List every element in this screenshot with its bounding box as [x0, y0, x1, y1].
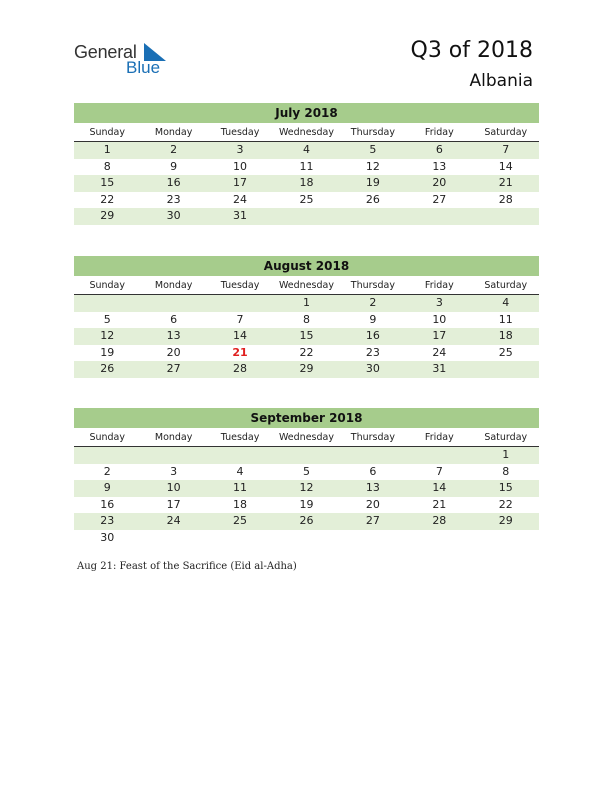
- weekday-label: Sunday: [89, 432, 125, 443]
- day-cell: 27: [365, 514, 380, 527]
- weekday-label: Friday: [424, 432, 454, 443]
- day-cell: 17: [233, 176, 248, 189]
- day-cell: 14: [498, 159, 513, 173]
- weekday-label: Monday: [154, 127, 193, 138]
- day-cell: [273, 530, 339, 547]
- day-cell: 13: [365, 481, 380, 494]
- day-cell: [207, 530, 273, 547]
- country-name: Albania: [469, 71, 533, 91]
- day-cell: [273, 447, 339, 464]
- weekday-label: Friday: [424, 127, 454, 138]
- day-cell: [74, 295, 140, 312]
- day-cell: 16: [100, 497, 115, 511]
- day-cell: 21: [432, 497, 447, 511]
- day-cell: 4: [502, 296, 510, 309]
- weekday-label: Monday: [154, 280, 193, 291]
- week-row: [74, 142, 539, 159]
- day-cell: 31: [432, 362, 447, 375]
- day-cell: 22: [498, 497, 513, 511]
- weekday-label: Friday: [424, 280, 454, 291]
- day-cell: 15: [299, 329, 314, 342]
- day-cell: 11: [299, 159, 314, 173]
- day-cell: 30: [166, 209, 181, 222]
- day-cell: 20: [432, 176, 447, 189]
- day-cell: 25: [299, 192, 314, 206]
- day-cell: 7: [236, 312, 244, 326]
- day-cell: 9: [103, 481, 111, 494]
- day-cell: 26: [365, 192, 380, 206]
- day-cell: 4: [236, 464, 244, 478]
- day-cell: 23: [100, 514, 115, 527]
- day-cell: 24: [166, 514, 181, 527]
- day-cell: 27: [166, 362, 181, 375]
- day-cell: 19: [299, 497, 314, 511]
- month-calendar: [74, 408, 539, 546]
- week-row: [74, 530, 539, 547]
- weekday-header-row: [74, 430, 539, 447]
- day-cell: 16: [166, 176, 181, 189]
- day-cell: 8: [502, 464, 510, 478]
- week-row: [74, 361, 539, 378]
- day-cell: [207, 447, 273, 464]
- generalblue-logo: [74, 42, 174, 78]
- day-cell: 29: [498, 514, 513, 527]
- week-row: [74, 447, 539, 464]
- day-cell: 29: [100, 209, 115, 222]
- day-cell: 13: [166, 329, 181, 342]
- weekday-label: Saturday: [484, 280, 528, 291]
- weekday-label: Thursday: [350, 127, 395, 138]
- day-cell: [340, 530, 406, 547]
- day-cell: [406, 530, 472, 547]
- weekday-label: Saturday: [484, 432, 528, 443]
- day-cell: 19: [100, 345, 115, 359]
- day-cell: 23: [166, 192, 181, 206]
- day-cell: [340, 208, 406, 225]
- day-cell: 20: [166, 345, 181, 359]
- day-cell: [140, 295, 206, 312]
- day-cell: 28: [432, 514, 447, 527]
- day-cell: 15: [100, 176, 115, 189]
- page-title: Q3 of 2018: [410, 38, 533, 63]
- day-cell: 28: [498, 192, 513, 206]
- day-cell: 4: [302, 143, 310, 156]
- day-cell: [406, 447, 472, 464]
- weekday-label: Thursday: [350, 432, 395, 443]
- day-cell: 23: [365, 345, 380, 359]
- day-cell: 5: [369, 143, 377, 156]
- day-cell: 7: [502, 143, 510, 156]
- month-title: September 2018: [74, 408, 539, 428]
- week-row: [74, 328, 539, 345]
- day-cell: 1: [302, 296, 310, 309]
- logo-general-text: General: [74, 42, 137, 62]
- day-cell: 16: [365, 329, 380, 342]
- month-calendar: [74, 103, 539, 225]
- weekday-label: Saturday: [484, 127, 528, 138]
- day-cell: 10: [166, 481, 181, 494]
- week-row: [74, 295, 539, 312]
- day-cell: 24: [233, 192, 248, 206]
- day-cell: [473, 361, 539, 378]
- day-cell: 28: [233, 362, 248, 375]
- day-cell: 8: [103, 159, 111, 173]
- day-cell: 7: [435, 464, 443, 478]
- day-cell: 20: [365, 497, 380, 511]
- day-cell: 10: [233, 159, 248, 173]
- week-row: [74, 513, 539, 530]
- logo-blue-text: Blue: [126, 58, 161, 77]
- day-cell: 1: [103, 143, 111, 156]
- day-cell: 14: [432, 481, 447, 494]
- day-cell: 22: [299, 345, 314, 359]
- day-cell: 3: [236, 143, 244, 156]
- day-cell: [406, 208, 472, 225]
- day-cell: 10: [432, 312, 447, 326]
- day-cell: [74, 447, 140, 464]
- day-cell: 25: [233, 514, 248, 527]
- day-cell: 3: [170, 464, 178, 478]
- day-cell: [340, 447, 406, 464]
- month-title: August 2018: [74, 256, 539, 276]
- day-cell: 12: [100, 329, 115, 342]
- weekday-label: Thursday: [350, 280, 395, 291]
- weekday-header-row: [74, 278, 539, 295]
- weekday-label: Wednesday: [278, 127, 334, 138]
- week-row: [74, 159, 539, 176]
- day-cell: 11: [498, 312, 513, 326]
- week-row: [74, 464, 539, 481]
- week-row: [74, 312, 539, 329]
- weekday-label: Sunday: [89, 127, 125, 138]
- day-cell: 25: [498, 345, 513, 359]
- day-cell: 19: [365, 176, 380, 189]
- day-cell: 18: [498, 329, 513, 342]
- weekday-label: Wednesday: [278, 280, 334, 291]
- week-row: [74, 192, 539, 209]
- day-cell: 6: [435, 143, 443, 156]
- day-cell: 14: [233, 329, 248, 342]
- day-cell: 21: [498, 176, 513, 189]
- day-cell: 29: [299, 362, 314, 375]
- week-row: [74, 497, 539, 514]
- day-cell: [207, 295, 273, 312]
- day-cell: 15: [498, 481, 513, 494]
- weekday-header-row: [74, 125, 539, 142]
- day-cell: [140, 447, 206, 464]
- day-cell: 21: [232, 345, 248, 359]
- day-cell: [473, 530, 539, 547]
- day-cell: [473, 208, 539, 225]
- day-cell: 31: [233, 209, 248, 222]
- day-cell: [273, 208, 339, 225]
- day-cell: 26: [100, 362, 115, 375]
- day-cell: 12: [299, 481, 314, 494]
- day-cell: 24: [432, 345, 447, 359]
- week-row: [74, 480, 539, 497]
- day-cell: 8: [302, 312, 310, 326]
- weekday-label: Sunday: [89, 280, 125, 291]
- weekday-label: Monday: [154, 432, 193, 443]
- week-row: [74, 345, 539, 362]
- day-cell: 26: [299, 514, 314, 527]
- day-cell: 18: [299, 176, 314, 189]
- day-cell: 1: [502, 448, 510, 461]
- holiday-note: Aug 21: Feast of the Sacrifice (Eid al-Adha): [77, 561, 297, 572]
- day-cell: 6: [170, 312, 178, 326]
- day-cell: 6: [369, 464, 377, 478]
- day-cell: 22: [100, 192, 115, 206]
- weekday-label: Tuesday: [220, 127, 260, 138]
- day-cell: 3: [435, 296, 443, 309]
- day-cell: 13: [432, 159, 447, 173]
- day-cell: 9: [170, 159, 178, 173]
- day-cell: 5: [302, 464, 310, 478]
- day-cell: [140, 530, 206, 547]
- day-cell: 17: [432, 329, 447, 342]
- week-row: [74, 175, 539, 192]
- day-cell: 18: [233, 497, 248, 511]
- day-cell: 12: [365, 159, 380, 173]
- month-title: July 2018: [74, 103, 539, 123]
- weekday-label: Wednesday: [278, 432, 334, 443]
- day-cell: 30: [365, 362, 380, 375]
- day-cell: 27: [432, 192, 447, 206]
- day-cell: 2: [103, 464, 111, 478]
- day-cell: 11: [233, 481, 248, 494]
- day-cell: 2: [170, 143, 178, 156]
- day-cell: 2: [369, 296, 377, 309]
- day-cell: 30: [100, 530, 115, 544]
- day-cell: 9: [369, 312, 377, 326]
- day-cell: 17: [166, 497, 181, 511]
- weekday-label: Tuesday: [220, 432, 260, 443]
- month-calendar: [74, 256, 539, 378]
- weekday-label: Tuesday: [220, 280, 260, 291]
- day-cell: 5: [103, 312, 111, 326]
- week-row: [74, 208, 539, 225]
